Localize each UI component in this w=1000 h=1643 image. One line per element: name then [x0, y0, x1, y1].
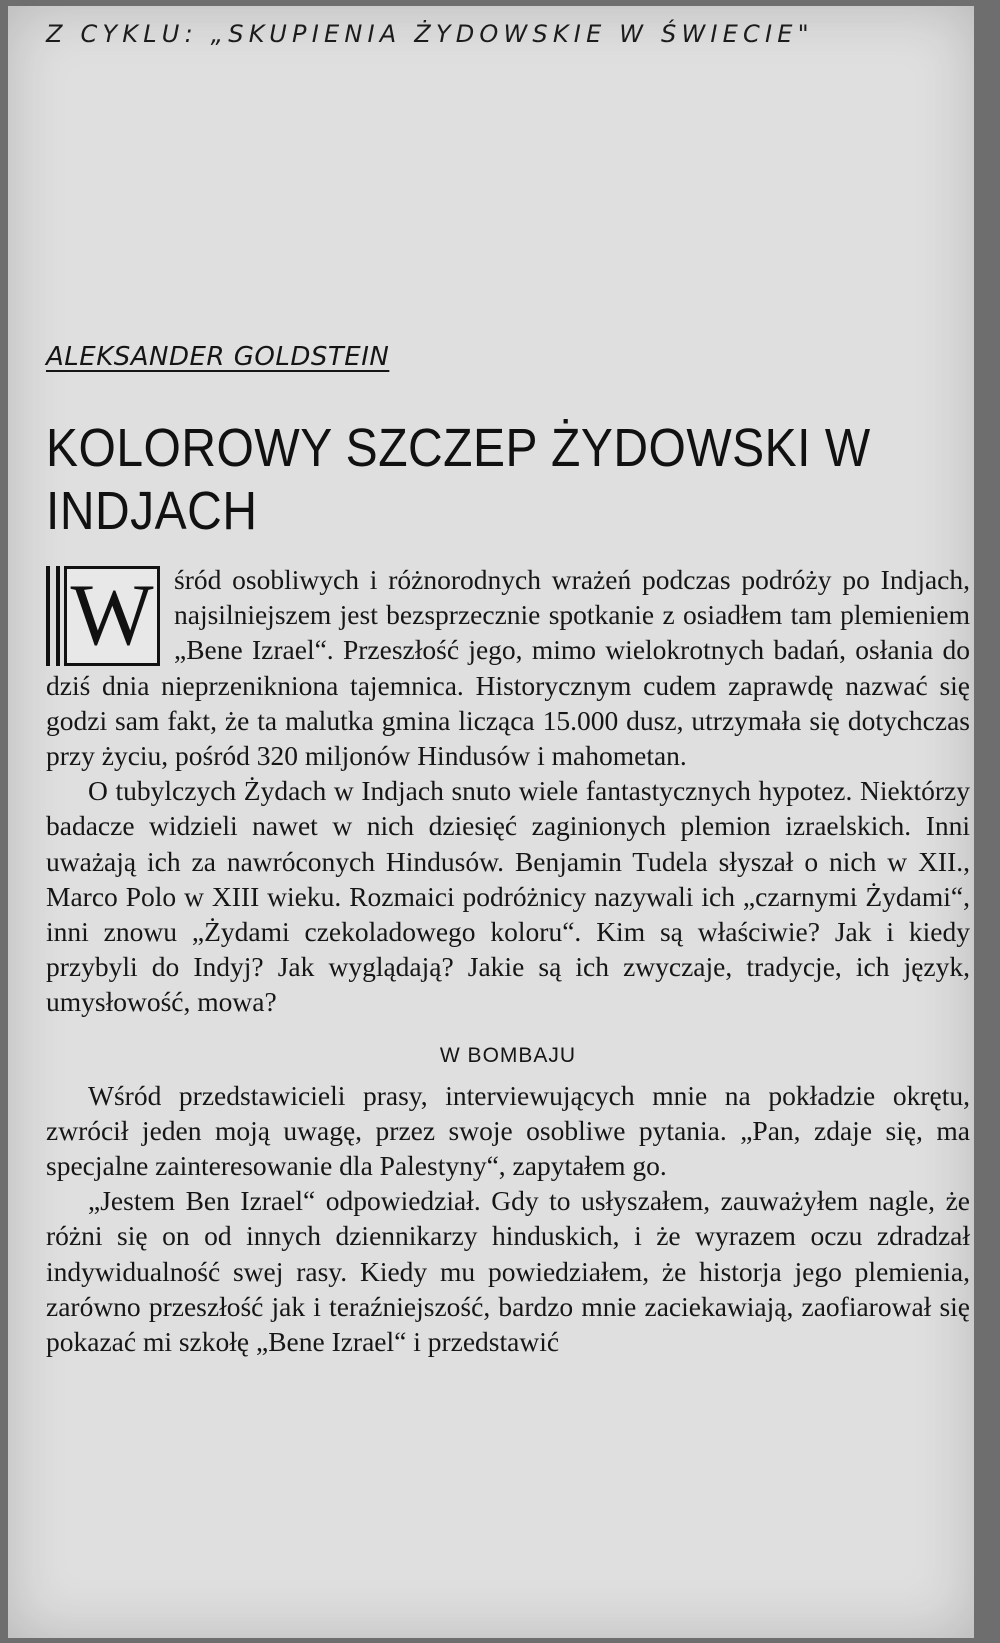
- paragraph-1: [46, 562, 970, 773]
- dropcap-ornament: [46, 566, 162, 666]
- article-body: [46, 562, 970, 1359]
- dropcap-letter: W: [64, 566, 160, 666]
- paragraph-2: O tubylczych Żydach w Indjach snuto wiele fantastycznych hypotez. Niektórzy badacze widzieli nawet w nich dziesięć zaginionych plemion izraelskich. Inni uważają ich za nawróconych Hindusów. Benjamin Tudela słyszał o nich w XII., Marco Polo w XIII wieku. Rozmaici podróżnicy nazywali ich „czarnymi Żydami“, inni znowu „Żydami czekoladowego koloru“. Kim są właściwie? Jak i kiedy przybyli do Indyj? Jak wyglądają? Jakie są ich zwyczaje, tradycje, ich język, umysłowość, mowa?: [46, 775, 970, 1018]
- dropcap-bars: [46, 566, 60, 666]
- paragraph-4: „Jestem Ben Izrael“ odpowiedział. Gdy to usłyszałem, zauważyłem nagle, że różni się on od innych dziennikarzy hinduskich, i że wyrazem oczu zdradzał indywidualność swej rasy. Kiedy mu powiedziałem, że historja jego plemienia, zarówno przeszłość jak i teraźniejszość, bardzo mnie zaciekawiają, zaofiarował się pokazać mi szkołę „Bene Izrael“ i przedstawić: [46, 1185, 970, 1358]
- series-header: Z CYKLU: „SKUPIENIA ŻYDOWSKIE W ŚWIECIE": [46, 20, 814, 48]
- paragraph-3: Wśród przedstawicieli prasy, interviewujących mnie na pokładzie okrętu, zwrócił jeden moją uwagę, przez swoje osobliwe pytania. „Pan, zdaje się, ma specjalne zainteresowanie dla Palestyny“, zapytałem go.: [46, 1079, 970, 1182]
- article-title: KOLOROWY SZCZEP ŻYDOWSKI W INDJACH: [46, 419, 871, 542]
- section-heading: W BOMBAJU: [439, 1043, 577, 1067]
- document-page: [8, 6, 974, 1638]
- author-name: ALEKSANDER GOLDSTEIN: [46, 342, 390, 372]
- paragraph-1-text: śród osobliwych i różnorodnych wrażeń podczas podróży po Indjach, najsilniejszem jest bezsprzecznie spotkanie z osiadłem tam plemieniem „Bene Izrael“. Przeszłość jego, mimo wielokrotnych badań, osłania do dziś dnia nieprzenikniona tajemnica. Historycznym cudem zaprawdę nazwać się godzi sam fakt, że ta malutka gmina licząca 15.000 dusz, utrzymała się dotychczas przy życiu, pośród 320 miljonów Hindusów i mahometan.: [46, 564, 970, 772]
